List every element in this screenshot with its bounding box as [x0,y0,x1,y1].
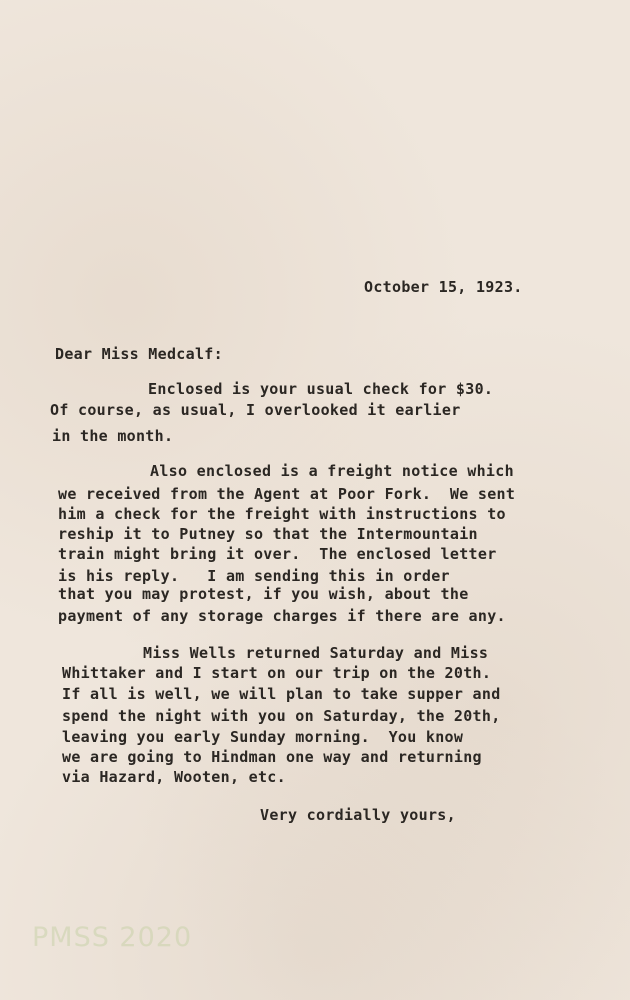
paragraph-line: spend the night with you on Saturday, the 20th, [62,707,501,725]
paragraph-line: that you may protest, if you wish, about the [58,585,469,603]
paragraph-line: Enclosed is your usual check for $30. [148,380,494,398]
paragraph-line: train might bring it over. The enclosed letter [58,545,497,563]
paragraph-line: payment of any storage charges if there are any. [58,607,506,625]
paragraph-line: is his reply. I am sending this in order [58,567,450,585]
paragraph-line: reship it to Putney so that the Intermountain [58,525,478,543]
letter-date: October 15, 1923. [364,278,523,296]
paragraph-line: leaving you early Sunday morning. You know [62,728,464,746]
paragraph-line: If all is well, we will plan to take supper and [62,685,501,703]
paragraph-line: we are going to Hindman one way and returning [62,748,482,766]
paragraph-line: via Hazard, Wooten, etc. [62,768,286,786]
paragraph-line: him a check for the freight with instructions to [58,505,506,523]
paragraph-line: we received from the Agent at Poor Fork. We sent [58,485,516,503]
letter-closing: Very cordially yours, [260,806,456,824]
paragraph-line: Of course, as usual, I overlooked it earlier [50,401,461,419]
paragraph-line: in the month. [52,427,174,445]
paragraph-line: Whittaker and I start on our trip on the 20th. [62,664,492,682]
watermark: PMSS 2020 [32,922,193,953]
paragraph-line: Also enclosed is a freight notice which [150,462,514,480]
letter-salutation: Dear Miss Medcalf: [55,345,223,363]
paragraph-line: Miss Wells returned Saturday and Miss [143,644,489,662]
